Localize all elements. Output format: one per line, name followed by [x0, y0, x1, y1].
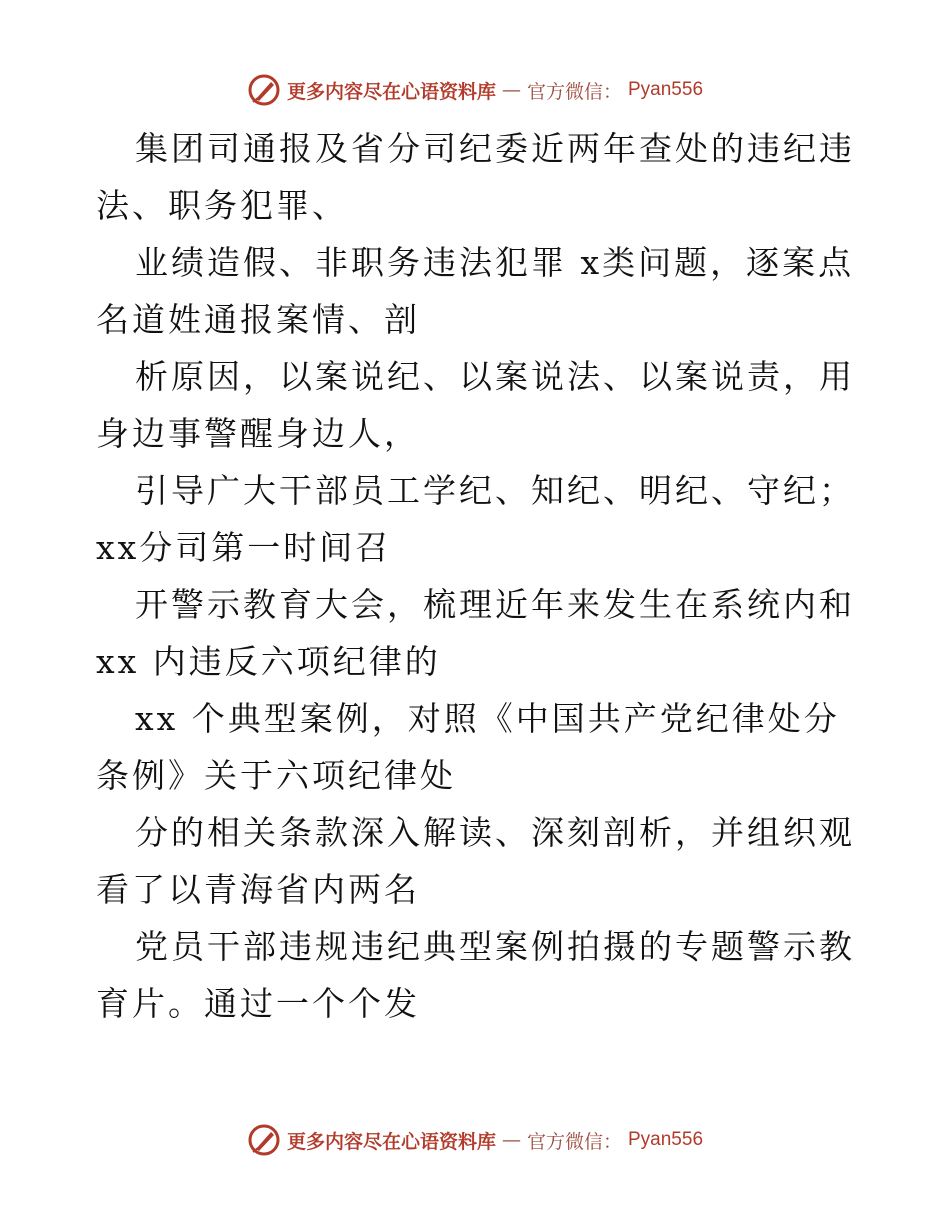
quill-circle-logo-icon [247, 73, 281, 107]
footer-wechat-handle: Pyan556 [628, 1129, 704, 1150]
footer-banner [0, 1122, 950, 1158]
quill-circle-logo-icon [247, 1123, 281, 1157]
paragraph: 引导广大干部员工学纪、知纪、明纪、守纪；xx分司第一时间召 [96, 471, 855, 567]
paragraph: 党员干部违规违纪典型案例拍摄的专题警示教育片。通过一个个发 [96, 927, 855, 1023]
header-banner [0, 72, 950, 108]
header-wechat-handle: Pyan556 [628, 79, 704, 100]
paragraph: 分的相关条款深入解读、深刻剖析，并组织观看了以青海省内两名 [96, 813, 855, 909]
header-wechat-label: 官方微信： [526, 80, 622, 103]
header-brand-text: 更多内容尽在心语资料库 [286, 80, 496, 103]
paragraph: 开警示教育大会，梳理近年来发生在系统内和xx 内违反六项纪律的 [96, 585, 855, 681]
footer-separator: — [501, 1129, 521, 1151]
paragraph: 集团司通报及省分司纪委近两年查处的违纪违法、职务犯罪、 [96, 129, 855, 225]
document-body [96, 120, 856, 1032]
header-separator: — [501, 79, 521, 101]
paragraph: 业绩造假、非职务违法犯罪 x类问题，逐案点名道姓通报案情、剖 [96, 243, 855, 339]
footer-wechat-label: 官方微信： [526, 1130, 622, 1153]
paragraph: xx 个典型案例，对照《中国共产党纪律处分条例》关于六项纪律处 [96, 699, 840, 795]
footer-brand-text: 更多内容尽在心语资料库 [286, 1130, 496, 1153]
paragraph: 析原因，以案说纪、以案说法、以案说责，用身边事警醒身边人， [96, 357, 855, 453]
